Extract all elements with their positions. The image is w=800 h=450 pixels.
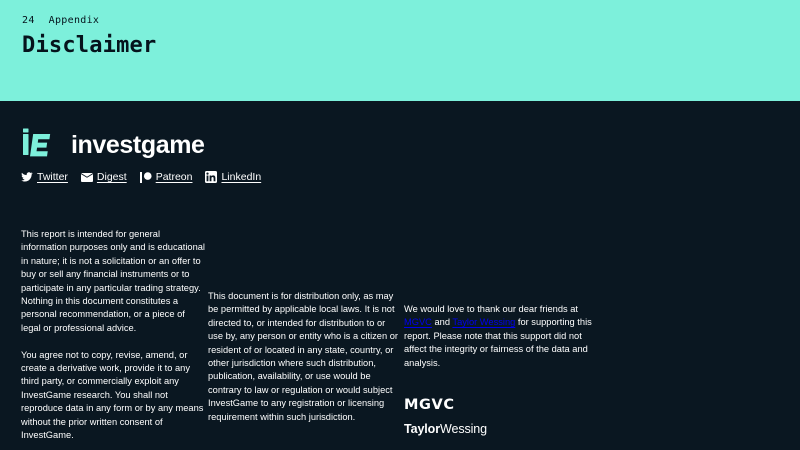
- page-title: Disclaimer: [22, 33, 157, 58]
- header-meta: [22, 15, 99, 26]
- tw-light: Wessing: [440, 421, 488, 436]
- social-label-twitter: Twitter: [37, 171, 68, 183]
- linkedin-icon: [205, 171, 217, 183]
- disclaimer-paragraph: This report is intended for general information purposes only and is educational in nature; it is not a solicitation or an offer to buy or sell any financial instruments or to participate in any particular trading strategy. Nothing in this document constitutes a personal recommendation, or a piece of legal or professional advice.: [21, 229, 205, 333]
- acknowledgement-paragraph: [404, 303, 592, 370]
- social-label-patreon: Patreon: [155, 171, 193, 183]
- link-taylor-wessing[interactable]: Taylor Wessing: [452, 317, 516, 328]
- section-label: Appendix: [48, 15, 100, 26]
- brand-wordmark: investgame: [71, 130, 205, 159]
- social-links: [21, 171, 261, 183]
- envelope-icon: [81, 171, 93, 183]
- patreon-icon: [140, 171, 152, 183]
- disclaimer-column-3: [404, 303, 592, 370]
- page-number: 24: [22, 15, 35, 26]
- social-link-twitter[interactable]: [21, 171, 68, 183]
- disclaimer-paragraph: You agree not to copy, revise, amend, or create a derivative work, provide it to any third party, or commercially exploit any InvestGame research. You shall not reproduce data in any form or by any means without the prior written consent of InvestGame.: [21, 349, 204, 441]
- brand-logo: [22, 128, 205, 162]
- partner-logos: [404, 398, 487, 435]
- tw-bold: Taylor: [404, 421, 440, 436]
- social-label-digest: Digest: [96, 171, 127, 183]
- social-link-patreon[interactable]: [140, 171, 193, 183]
- disclaimer-paragraph: This document is for distribution only, as may be permitted by applicable local laws. It is not directed to, or intended for distribution to or use by, any person or entity who is a citizen or resident of or located in any state, country, or other jurisdiction where such distribution, publication, availability, or use would be contrary to law or regulation or would subject InvestGame to any registration or licensing requirement within such jurisdiction.: [208, 291, 398, 422]
- ack-middle: and: [431, 317, 453, 328]
- social-label-linkedin: LinkedIn: [221, 171, 262, 183]
- slide-header: [0, 0, 800, 101]
- disclaimer-column-2: [208, 290, 398, 424]
- investgame-ig-mark-icon: [22, 128, 60, 162]
- ack-suffix: for supporting this report. Please note that this support did not affect the integrity or fairness of the data and analysis.: [404, 317, 592, 368]
- link-mgvc[interactable]: MGVC: [404, 317, 432, 328]
- twitter-icon: [21, 171, 33, 183]
- ack-prefix: We would love to thank our dear friends at: [404, 304, 578, 314]
- partner-logo-taylor-wessing: [404, 423, 487, 436]
- social-link-digest[interactable]: [81, 171, 127, 183]
- partner-logo-mgvc: MGVC: [404, 397, 455, 413]
- disclaimer-column-1: [21, 228, 206, 442]
- social-link-linkedin[interactable]: [205, 171, 261, 183]
